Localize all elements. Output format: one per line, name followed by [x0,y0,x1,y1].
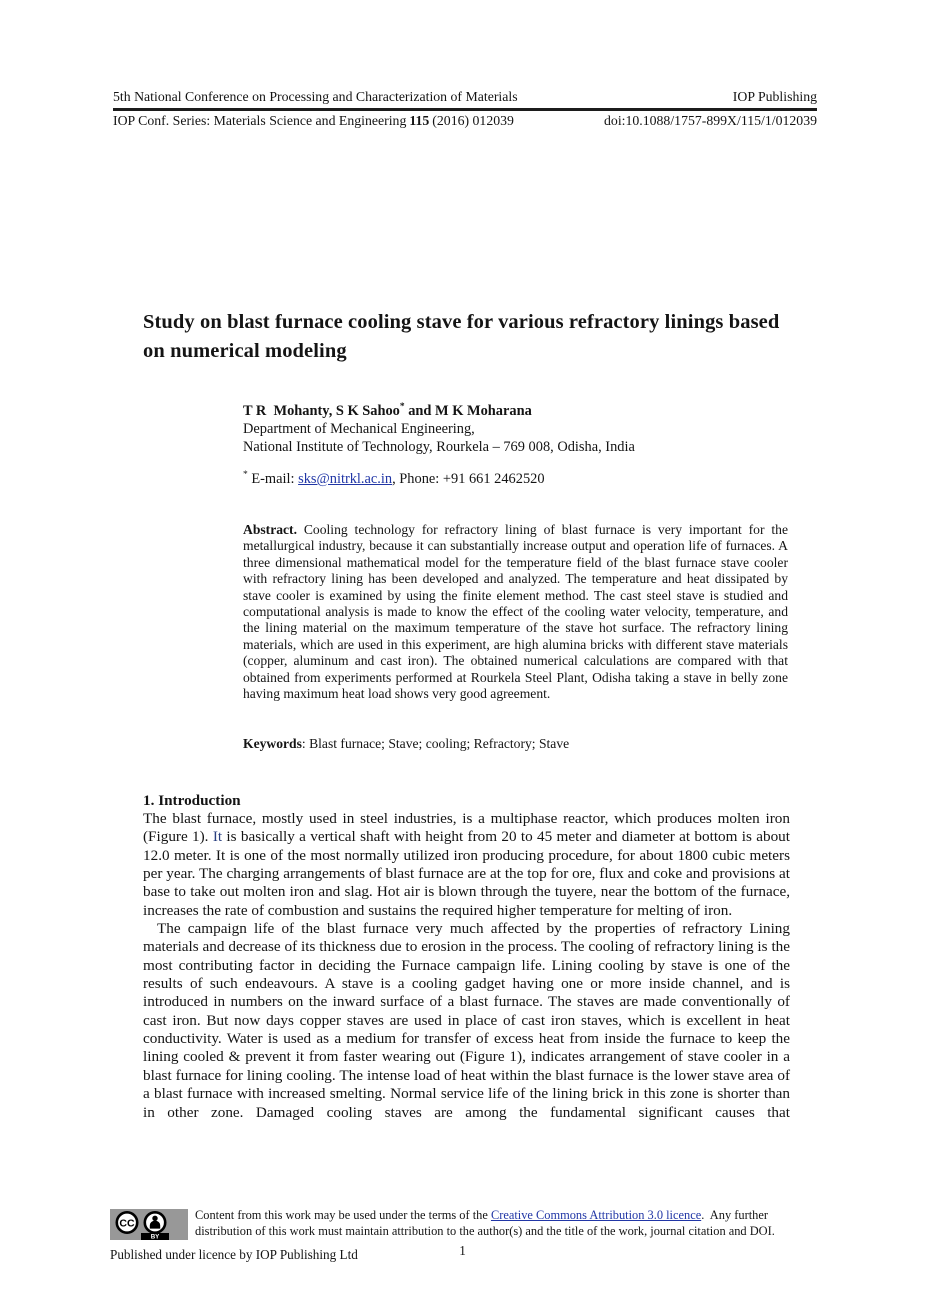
keywords-label: Keywords [243,736,302,751]
license-link[interactable]: Creative Commons Attribution 3.0 licence [490,1208,702,1222]
paper-title: Study on blast furnace cooling stave for various refractory linings based on numerical modeling [143,311,780,362]
author-block [243,402,788,456]
license-text-a: Content from this work may be used under the terms of the [195,1208,491,1222]
header-rule [113,108,817,111]
email-link[interactable]: sks@nitrkl.ac.in [298,471,393,487]
contact-footnote-marker: * [243,470,248,481]
header-row-citation [113,113,817,129]
intro-p1-text-a: The blast furnace, mostly used in steel industries, is a multiphase reactor, which produces molten iron (Figure 1). [143,810,794,846]
author-names-last: and M K Moharana [404,403,532,419]
journal-citation [113,113,514,129]
contact-line [243,471,788,488]
author-names-first: T R Mohanty, S K Sahoo [243,403,400,419]
svg-text:BY: BY [150,1233,160,1240]
svg-text:CC: CC [119,1217,135,1230]
conference-title: 5th National Conference on Processing and Characterization of Materials [113,89,518,104]
section-heading-introduction: 1. Introduction [143,792,241,809]
journal-issue: (2016) 012039 [432,113,514,128]
email-label: E-mail: [247,471,299,487]
journal-title: IOP Conf. Series: Materials Science and Engineering [113,113,407,128]
author-affiliation-institute: National Institute of Technology, Rourkela – 769 008, Odisha, India [243,439,635,455]
introduction-body [143,810,794,1122]
author-footnote-marker: * [399,402,405,413]
abstract-label: Abstract. [243,522,297,537]
license-text [195,1207,817,1239]
figure-reference-highlight: It [212,828,223,846]
doi-text: doi:10.1088/1757-899X/115/1/012039 [604,113,817,128]
header-row-conference [113,89,817,105]
page-header [113,89,817,129]
abstract-text: Cooling technology for refractory lining of blast furnace is very important for the metallurgical industry, because it can substantially increase output and operation life of furnaces. A three dimensional mathematical model for the temperature field of the blast furnace stave cooler with refractory lining has been developed and analyzed. The temperature and heat dissipated by stave cooler is examined by using the finite element method. The cast steel stave is studied and computational analysis is made to know the effect of the cooling water velocity, temperature, and the lining material on the maximum temperature of the stave hot surface. The refractory lining materials, which are used in this experiment, are high alumina bricks with different stave materials (copper, aluminum and cast iron). The obtained numerical calculations are compared with that obtained from experiments performed at Rourkela Steel Plant, Odisha taking a stave in belly zone having maximum heat load shows very good agreement. [243,522,792,702]
phone-text: , Phone: +91 661 2462520 [392,471,545,487]
cc-by-badge-graphic [110,1209,188,1240]
intro-paragraph-2: The campaign life of the blast furnace very much affected by the properties of refractory Lining materials and decrease of its thickness due to erosion in the process. The cooling of refractory lining is the most contributing factor in deciding the Furnace campaign life. Lining cooling by stave is one of the results of such endeavours. A stave is a cooling gadget having one or more inside channel, and is introduced in numbers on the inward surface of a blast furnace. The staves are made conventionally of cast iron. But now days copper staves are used in place of cast iron staves, which is excellent in heat conductivity. Water is used as a medium for transfer of excess heat from inside the furnace to keep the lining cooled & prevent it from faster wearing out (Figure 1), indicates arrangement of stave cooler in a blast furnace for lining cooling. The intense load of heat within the blast furnace is the lower stave area of a blast furnace with increased smelting. Normal service life of the lining brick in this zone is shorter than in other zone. Damaged cooling staves are among the fundamental significant causes that [143,920,790,1121]
published-line: Published under licence by IOP Publishing Ltd [110,1247,358,1262]
author-names [243,402,788,420]
keywords-line [243,736,788,752]
intro-p1-text-b: is basically a vertical shaft with height from 20 to 45 meter and diameter at bottom is about 12.0 meter. It is one of the most normally utilized iron producing procedure, for about 1800 cubic meters per year. The charging arrangements of blast furnace are at the top for ore, flux and coke and provisions at base to take out molten iron and slag. Hot air is blown through the tuyere, near the bottom of the furnace, increases the rate of combustion and sustains the required higher temperature for melting of iron. [143,828,794,919]
author-affiliation-department: Department of Mechanical Engineering, [243,421,475,437]
abstract-block [243,522,792,702]
page-number: 1 [459,1243,466,1258]
license-text-b: . Any further distribution of this work must maintain attribution to the author(s) and the title of the work, journal citation and DOI. [195,1208,775,1238]
keywords-text: : Blast furnace; Stave; cooling; Refractory; Stave [301,736,570,751]
cc-by-badge [110,1209,188,1244]
publisher-name: IOP Publishing [732,89,817,104]
intro-paragraph-1 [143,810,794,920]
license-row [110,1207,817,1244]
journal-volume: 115 [409,113,430,128]
